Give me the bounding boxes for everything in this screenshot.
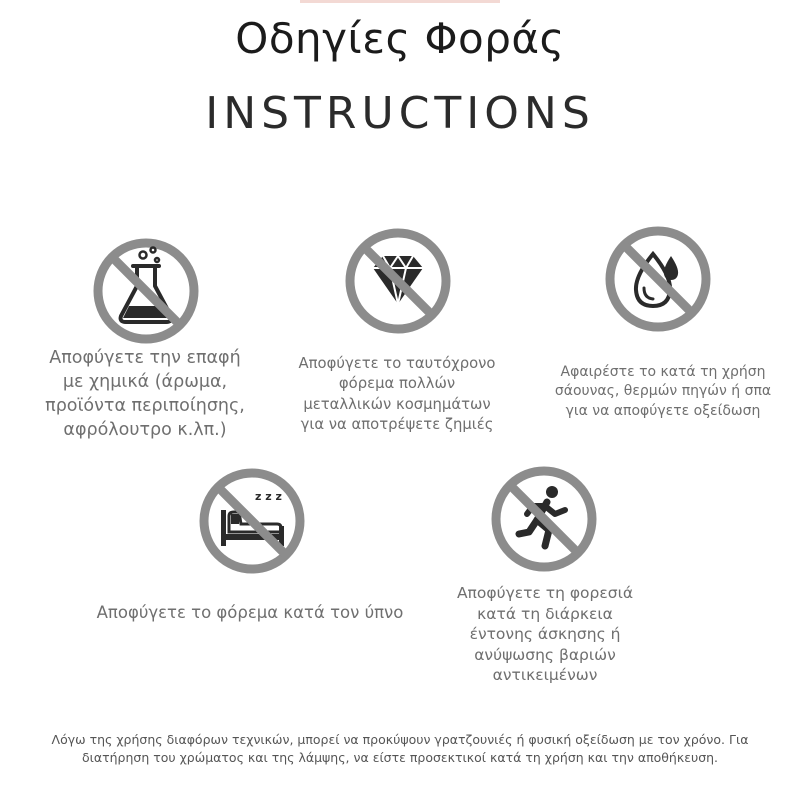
page-title-greek: Οδηγίες Φοράς [235, 14, 565, 63]
water-drop-prohibited-icon [603, 224, 713, 334]
top-accent-bar [300, 0, 500, 3]
chemical-flask-prohibited-icon [91, 236, 201, 346]
sleeping-bed-prohibited-icon [197, 466, 307, 576]
instruction-caption-sauna: Αφαιρέστε το κατά τη χρήση σάουνας, θερμών πηγών ή σπα για να αποφύγετε οξείδωση [554, 364, 772, 419]
instruction-caption-chemicals: Αποφύγετε την επαφή με χημικά (άρωμα, προϊόντα περιποίησης, αφρόλουτρο κ.λπ.) [45, 348, 245, 441]
running-person-prohibited-icon [489, 464, 599, 574]
instruction-caption-exercise: Αποφύγετε τη φορεσιά κατά τη διάρκεια έντονης άσκησης ή ανύψωσης βαριών αντικειμένων [456, 584, 634, 685]
instruction-caption-sleep: Αποφύγετε το φόρεμα κατά τον ύπνο [96, 603, 404, 622]
diamond-prohibited-icon [343, 226, 453, 336]
instruction-caption-jewelry: Αποφύγετε το ταυτόχρονο φόρεμα πολλών μεταλλικών κοσμημάτων για να αποτρέψετε ζημιές [298, 355, 496, 434]
zzz-sleep-label: z z z [255, 490, 282, 503]
footer-care-note: Λόγω της χρήσης διαφόρων τεχνικών, μπορεί να προκύψουν γρατζουνιές ή φυσική οξείδωση με τον χρόνο. Για διατήρηση του χρώματος και της λάμψης, να είστε προσεκτικοί κατά τη χρήση και την αποθήκευση. [51, 732, 749, 765]
page-title-english: INSTRUCTIONS [205, 88, 595, 139]
